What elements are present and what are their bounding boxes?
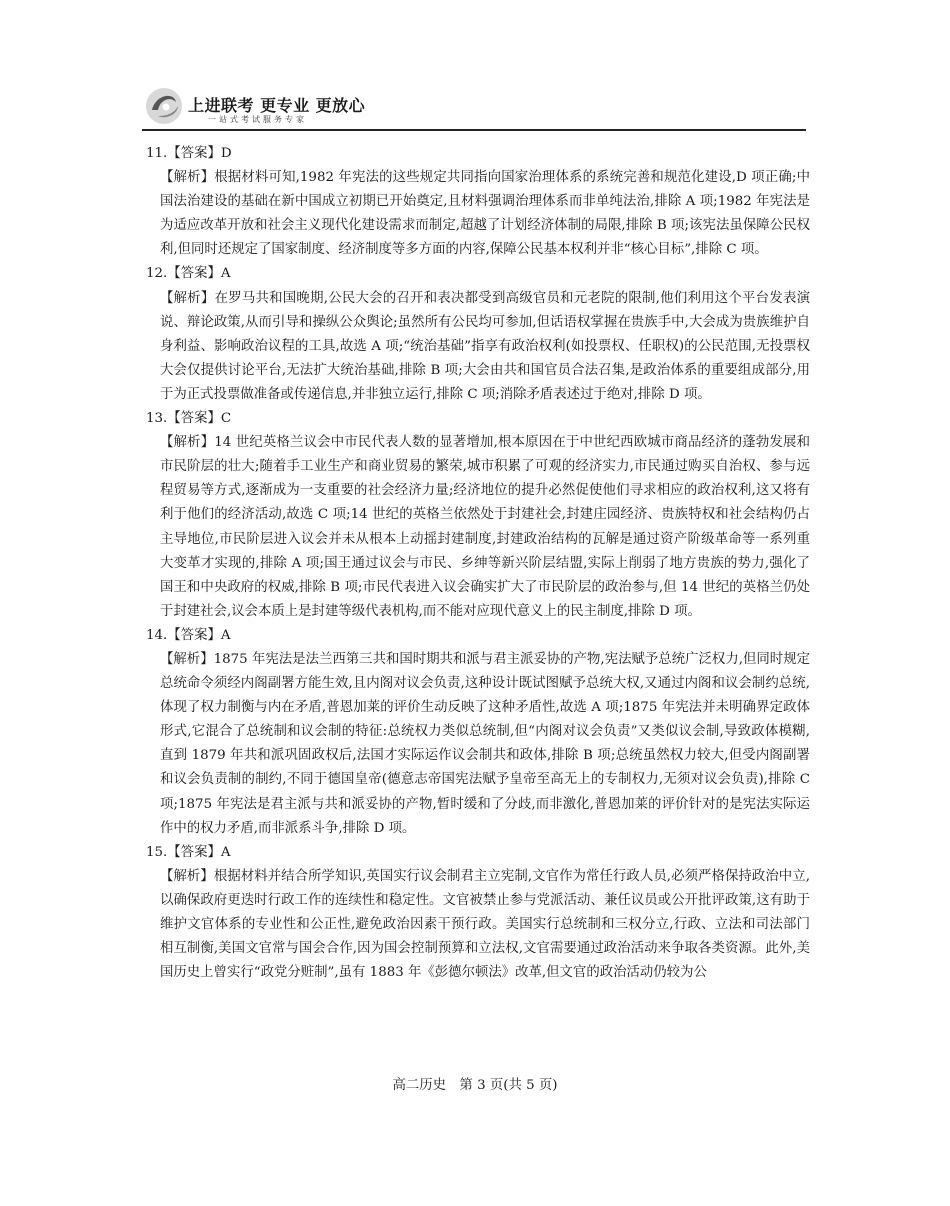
question-13 [146,407,810,624]
explanation: 【解析】在罗马共和国晚期,公民大会的召开和表决都受到高级官员和元老院的限制,他们利用这个平台发表演说、辩论政策,从而引导和操纵公众舆论;虽然所有公民均可参加,但话语权掌握在贵族手中,大会成为贵族维护自身利益、影响政治议程的工具,故选 A 项;“统治基础”指享有政治权利(如投票权、任职权)的公民范围,无投票权大会仅提供讨论平台,无法扩大统治基础,排除 B 项;大会由共和国官员合法召集,是政治体系的重要组成部分,用于为正式投票做准备或传递信息,并非独立运行,排除 C 项;消除矛盾表述过于绝对,排除 D 项。 [160,290,810,402]
question-14 [146,624,810,841]
answer-line: 13.【答案】C [146,411,232,427]
header-subslogan: 一站式考试服务专家 [208,115,307,124]
answer-line: 11.【答案】D [146,146,232,161]
explanation: 【解析】根据材料并结合所学知识,英国实行议会制君主立宪制,文官作为常任行政人员,必须严格保持政治中立,以确保政府更迭时行政工作的连续性和稳定性。文官被禁止参与党派活动、兼任议员或公开批评政策,这有助于维护文官体系的专业性和公正性,避免政治因素干预行政。美国实行总统制和三权分立,行政、立法和司法部门相互制衡,美国文官常与国会合作,因为国会控制预算和立法权,文官需要通过政治活动来争取各类资源。此外,美国历史上曾实行“政党分赃制”,虽有 1883 年《彭德尔顿法》改革,但文官的政治活动仍较为公 [160,868,810,981]
question-11 [146,142,810,262]
explanation: 【解析】1875 年宪法是法兰西第三共和国时期共和派与君主派妥协的产物,宪法赋予总统广泛权力,但同时规定总统命令须经内阁副署方能生效,且内阁对议会负责,这种设计既试图赋予总统大权,又通过内阁和议会制约总统,体现了权力制衡与内在矛盾,普恩加莱的评价生动反映了这种矛盾性,故选 A 项;1875 年宪法并未明确界定政体形式,它混合了总统制和议会制的特征:总统权力类似总统制,但“内阁对议会负责”又类似议会制,导致政体模糊,直到 1879 年共和派巩固政权后,法国才实际运作议会制共和政体,排除 B 项;总统虽然权力较大,但受内阁副署和议会负责制的制约,不同于德国皇帝(德意志帝国宪法赋予皇帝至高无上的专制权力,无须对议会负责),排除 C 项;1875 年宪法是君主派与共和派妥协的产物,暂时缓和了分歧,而非激化,普恩加莱的评价针对的是宪法实际运作中的权力矛盾,而非派系斗争,排除 D 项。 [160,651,810,836]
page-footer: 高二历史 第 3 页(共 5 页) [392,1078,558,1093]
answer-line: 12.【答案】A [146,266,231,282]
header-slogan: 上进联考 更专业 更放心 [188,96,366,115]
header-divider [142,129,806,131]
explanation: 【解析】14 世纪英格兰议会中市民代表人数的显著增加,根本原因在于中世纪西欧城市商品经济的蓬勃发展和市民阶层的壮大;随着手工业生产和商业贸易的繁荣,城市积累了可观的经济实力,市民通过购买自治权、参与远程贸易等方式,逐渐成为一支重要的社会经济力量;经济地位的提升必然促使他们寻求相应的政治权利,这又将有利于他们的经济活动,故选 C 项;14 世纪的英格兰依然处于封建社会,封建庄园经济、贵族特权和社会结构仍占主导地位,市民阶层进入议会并未从根本上动摇封建制度,封建政治结构的瓦解是通过资产阶级革命等一系列重大变革才实现的,排除 A 项;国王通过议会与市民、乡绅等新兴阶层结盟,实际上削弱了地方贵族的势力,强化了国王和中央政府的权威,排除 B 项;市民代表进入议会确实扩大了市民阶层的政治参与,但 14 世纪的英格兰仍处于封建社会,议会本质上是封建等级代表机构,而不能对应现代意义上的民主制度,排除 D 项。 [160,435,810,619]
explanation: 【解析】根据材料可知,1982 年宪法的这些规定共同指向国家治理体系的系统完善和规范化建设,D 项正确;中国法治建设的基础在新中国成立初期已开始奠定,且材料强调治理体系而非单纯法治,排除 A 项;1982 年宪法是为适应改革开放和社会主义现代化建设需求而制定,超越了计划经济体制的局限,排除 B 项;该宪法虽保障公民权利,但同时还规定了国家制度、经济制度等多方面的内容,保障公民基本权利并非“核心目标”,排除 C 项。 [160,170,810,258]
logo-swirl-icon [144,86,184,126]
question-15 [146,841,810,986]
answer-content [146,142,810,985]
page-header [142,84,806,134]
answer-line: 14.【答案】A [146,627,231,643]
question-12 [146,262,810,407]
answer-line: 15.【答案】A [146,844,231,860]
